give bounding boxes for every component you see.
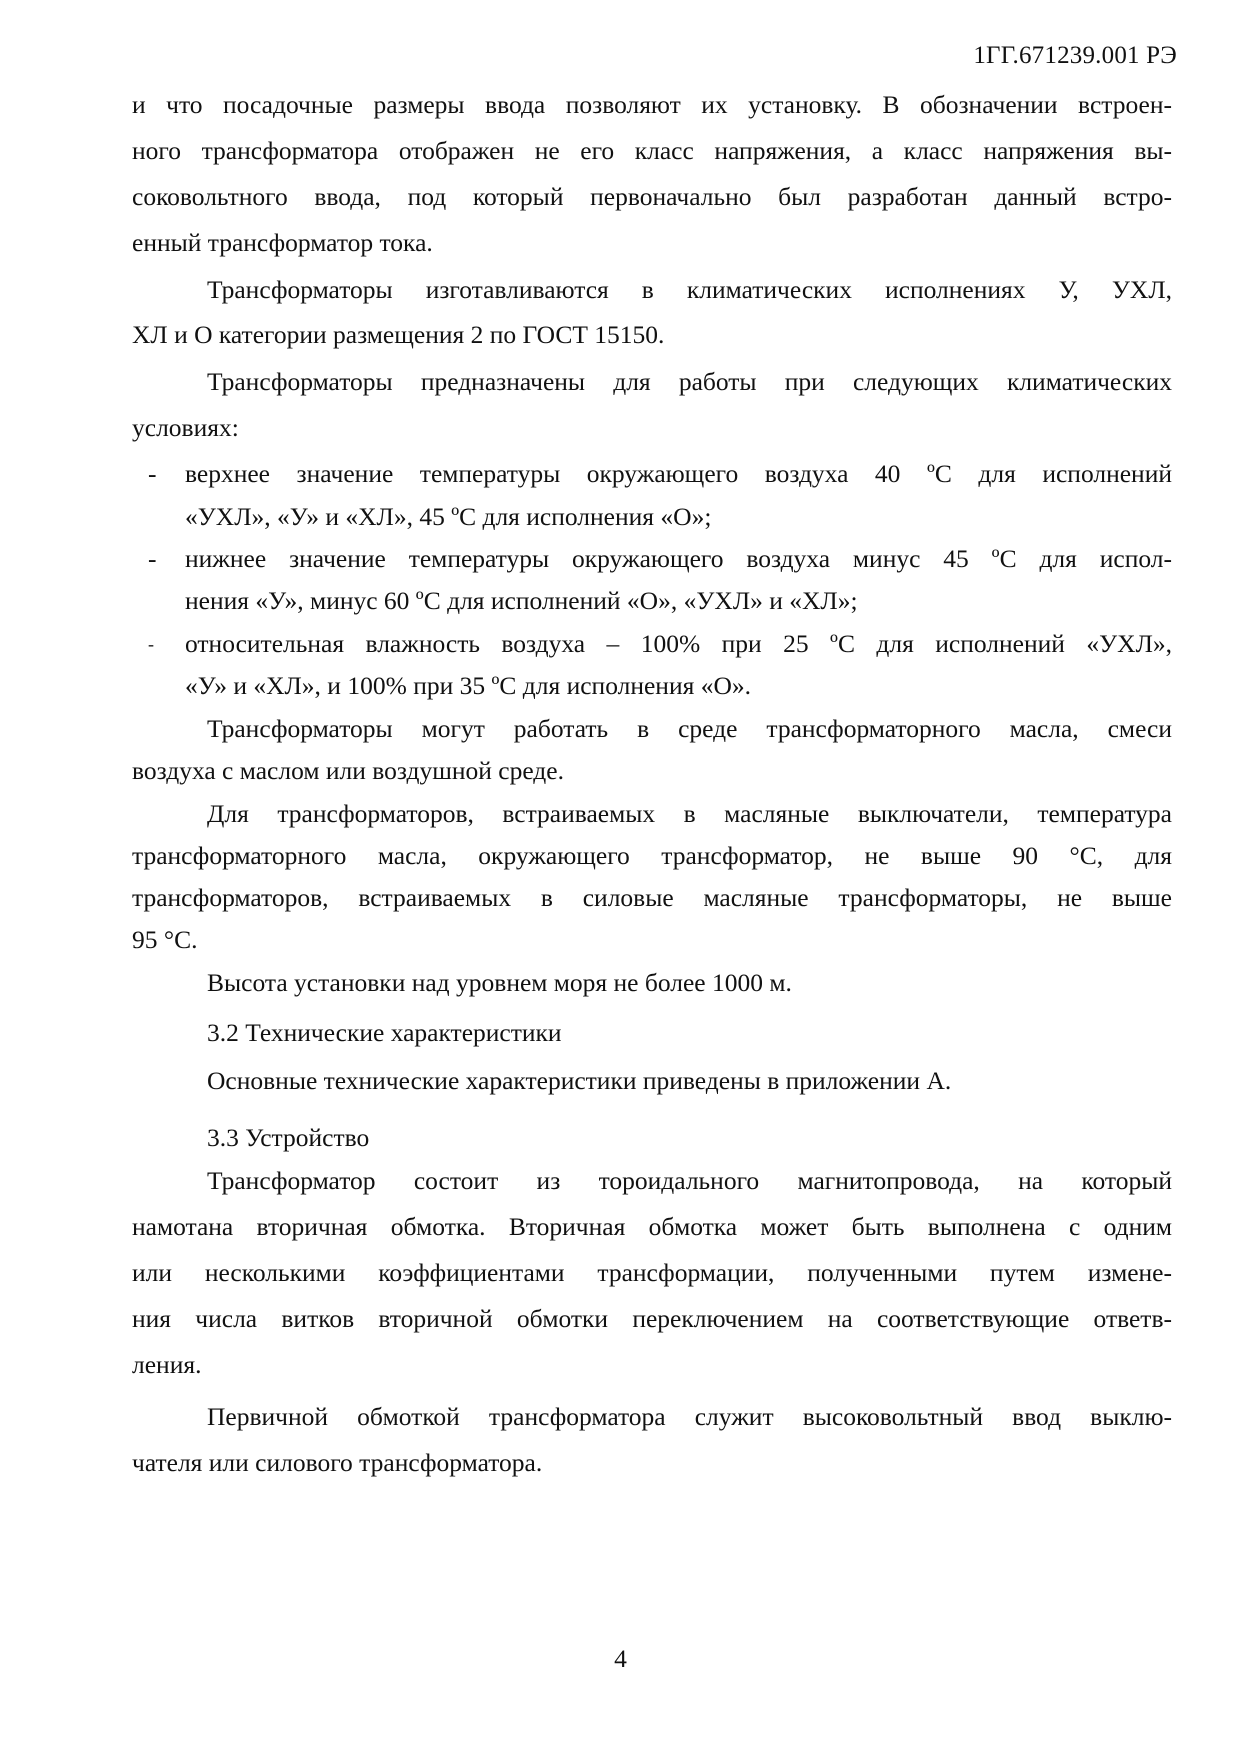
paragraph-first-line: Трансформаторы изготавливаются в климатических исполнениях У, УХЛ,: [207, 275, 1172, 304]
text-line: трансформаторного масла, окружающего трансформатор, не выше 90 °С, для: [132, 841, 1172, 870]
text-line: 95 °С.: [132, 925, 198, 954]
paragraph-first-line: Для трансформаторов, встраиваемых в масляные выключатели, температура: [207, 799, 1172, 828]
bullet-item-line: «УХЛ», «У» и «ХЛ», 45 ºС для исполнения «О»;: [185, 502, 712, 531]
text-line: намотана вторичная обмотка. Вторичная обмотка может быть выполнена с одним: [132, 1212, 1172, 1241]
bullet-marker: -: [148, 459, 157, 488]
bullet-marker: -: [148, 544, 157, 573]
paragraph-first-line: Трансформаторы могут работать в среде трансформаторного масла, смеси: [207, 714, 1172, 743]
text-line: ния числа витков вторичной обмотки переключением на соответствующие ответв-: [132, 1304, 1172, 1333]
page-number: 4: [614, 1644, 627, 1673]
text-line: трансформаторов, встраиваемых в силовые масляные трансформаторы, не выше: [132, 883, 1172, 912]
text-line: соковольтного ввода, под который первоначально был разработан данный встро-: [132, 182, 1172, 211]
section-heading: 3.3 Устройство: [207, 1123, 370, 1152]
bullet-item-line: нижнее значение температуры окружающего воздуха минус 45 ºС для испол-: [185, 544, 1172, 573]
text-line: ного трансформатора отображен не его класс напряжения, а класс напряжения вы-: [132, 136, 1172, 165]
text-line: ления.: [132, 1350, 202, 1379]
bullet-marker: -: [148, 634, 154, 654]
text-line: чателя или силового трансформатора.: [132, 1448, 543, 1477]
text-line: ХЛ и О категории размещения 2 по ГОСТ 15150.: [132, 320, 665, 349]
bullet-item-line: верхнее значение температуры окружающего воздуха 40 ºС для исполнений: [185, 459, 1172, 488]
paragraph-first-line: Первичной обмоткой трансформатора служит высоковольтный ввод выклю-: [207, 1402, 1172, 1431]
text-line: или несколькими коэффициентами трансформации, полученными путем измене-: [132, 1258, 1172, 1287]
bullet-item-line: относительная влажность воздуха – 100% при 25 ºС для исполнений «УХЛ»,: [185, 629, 1172, 658]
paragraph-line: Высота установки над уровнем моря не более 1000 м.: [207, 968, 792, 997]
text-line: енный трансформатор тока.: [132, 228, 433, 257]
text-line: воздуха с маслом или воздушной среде.: [132, 756, 564, 785]
paragraph-line: Основные технические характеристики приведены в приложении А.: [207, 1066, 952, 1095]
text-line: условиях:: [132, 413, 239, 442]
bullet-item-line: «У» и «ХЛ», и 100% при 35 ºС для исполнения «О».: [185, 671, 751, 700]
bullet-item-line: нения «У», минус 60 ºС для исполнений «О», «УХЛ» и «ХЛ»;: [185, 586, 858, 615]
paragraph-first-line: Трансформатор состоит из тороидального магнитопровода, на который: [207, 1166, 1172, 1195]
section-heading: 3.2 Технические характеристики: [207, 1018, 562, 1047]
document-code: 1ГГ.671239.001 РЭ: [973, 42, 1177, 69]
text-line: и что посадочные размеры ввода позволяют их установку. В обозначении встроен-: [132, 90, 1172, 119]
paragraph-first-line: Трансформаторы предназначены для работы при следующих климатических: [207, 367, 1172, 396]
